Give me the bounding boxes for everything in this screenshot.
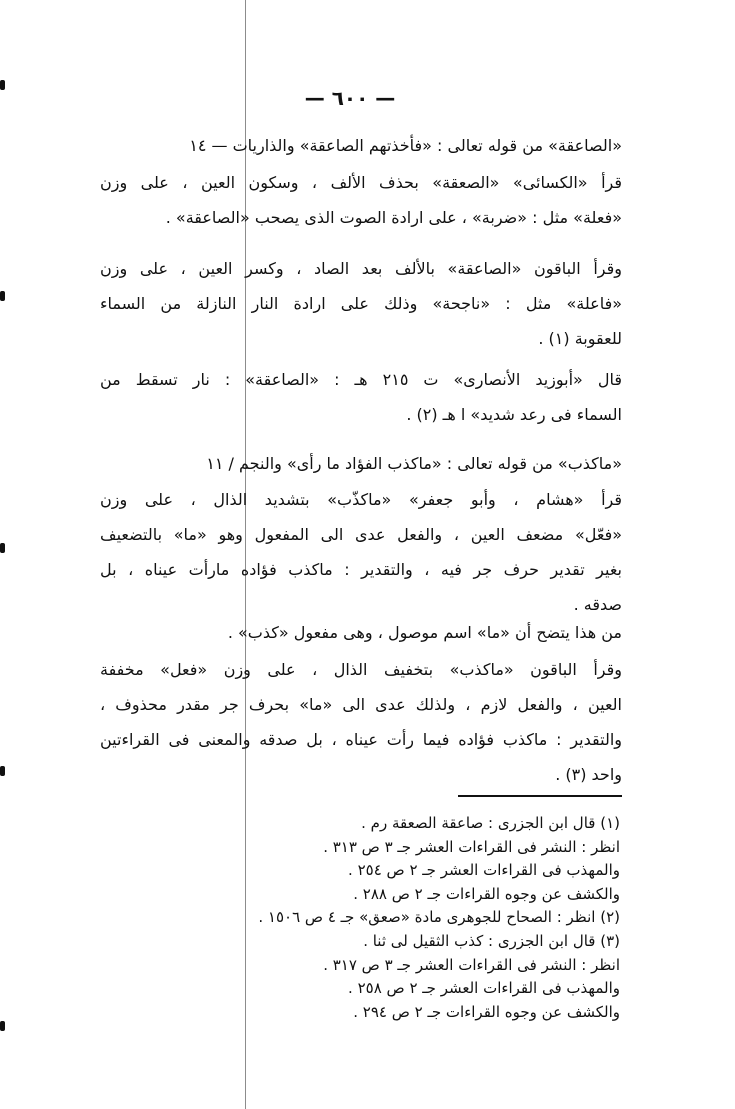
text-line: «الصاعقة» من قوله تعالى : «فأخذتهم الصاعقة» والذاريات — ١٤ (189, 136, 622, 155)
text-line: قرأ «هشام ، وأبو جعفر» «ماكذّب» بتشديد الذال ، على وزن (100, 490, 622, 509)
footnote-line: والكشف عن وجوه القراءات جـ ٢ ص ٢٨٨ . (353, 884, 620, 903)
text-line: «فعّل» مضعف العين ، والفعل عدى الى المفعول وهو «ما» بالتضعيف (100, 525, 622, 544)
paragraph-1 (100, 128, 622, 163)
left-edge-mark-1 (0, 80, 5, 90)
footnote-line: (٢) انظر : الصحاح للجوهرى مادة «صعق» جـ ٤ ص ١٥٠٦ . (258, 908, 620, 927)
text-line: وقرأ الباقون «الصاعقة» بالألف بعد الصاد ، وكسر العين ، على وزن (100, 259, 622, 278)
footnote-line: والمهذب فى القراءات العشر جـ ٢ ص ٢٥٨ . (348, 979, 620, 998)
paragraph-8 (100, 652, 622, 792)
text-line: صدقه . (573, 595, 622, 614)
text-line: بغير تقدير حرف جر فيه ، والتقدير : ماكذب فؤاده مارأت عيناه ، بل (100, 560, 622, 579)
left-edge-mark-5 (0, 1021, 5, 1031)
paragraph-6 (100, 482, 622, 622)
text-line: والتقدير : ماكذب فؤاده فيما رأت عيناه ، بل صدقه والمعنى فى القراءتين (100, 730, 622, 749)
footnote-line: (٣) قال ابن الجزرى : كذب الثقيل لى ثنا . (363, 931, 620, 950)
paragraph-2 (100, 165, 622, 235)
text-line: قال «أبوزيد الأنصارى» ت ٢١٥ هـ : «الصاعقة» : نار تسقط من (100, 370, 622, 389)
paragraph-3 (100, 251, 622, 356)
left-edge-mark-4 (0, 766, 5, 776)
text-line: من هذا يتضح أن «ما» اسم موصول ، وهى مفعول «كذب» . (227, 623, 622, 642)
left-edge-mark-3 (0, 543, 5, 553)
footnote-line: (١) قال ابن الجزرى : صاعقة الصعقة رم . (361, 814, 620, 832)
footnote-line: انظر : النشر فى القراءات العشر جـ ٣ ص ٣١٧ . (323, 955, 620, 974)
footnote-line: والكشف عن وجوه القراءات جـ ٢ ص ٢٩٤ . (353, 1002, 620, 1021)
text-line: للعقوبة (١) . (538, 329, 622, 348)
page-number: — ٦٠٠ — (304, 86, 396, 110)
text-line: العين ، والفعل لازم ، ولذلك عدى الى «ما» بحرف جر مقدر محذوف ، (100, 695, 622, 714)
text-line: «فاعلة» مثل : «ناجحة» وذلك على ارادة النار النازلة من السماء (100, 294, 622, 313)
paragraph-7 (100, 615, 622, 650)
footnote-line: والمهذب فى القراءات العشر جـ ٢ ص ٢٥٤ . (348, 861, 620, 880)
text-line: «ماكذب» من قوله تعالى : «ماكذب الفؤاد ما رأى» والنجم / ١١ (206, 454, 622, 473)
paragraph-5 (100, 446, 622, 481)
paragraph-4 (100, 362, 622, 432)
text-line: «فعلة» مثل : «ضربة» ، على ارادة الصوت الذى يصحب «الصاعقة» . (165, 208, 622, 227)
footnote-line: انظر : النشر فى القراءات العشر جـ ٣ ص ٣١٣ . (323, 837, 620, 856)
footnote-divider (458, 795, 622, 797)
footnotes (200, 812, 620, 1024)
text-line: واحد (٣) . (555, 765, 622, 784)
text-line: السماء فى رعد شديد» ا هـ (٢) . (406, 405, 622, 424)
left-edge-mark-2 (0, 291, 5, 301)
text-line: وقرأ الباقون «ماكذب» بتخفيف الذال ، على وزن «فعل» مخففة (100, 660, 622, 679)
text-line: قرأ «الكسائى» «الصعقة» بحذف الألف ، وسكون العين ، على وزن (100, 173, 622, 192)
